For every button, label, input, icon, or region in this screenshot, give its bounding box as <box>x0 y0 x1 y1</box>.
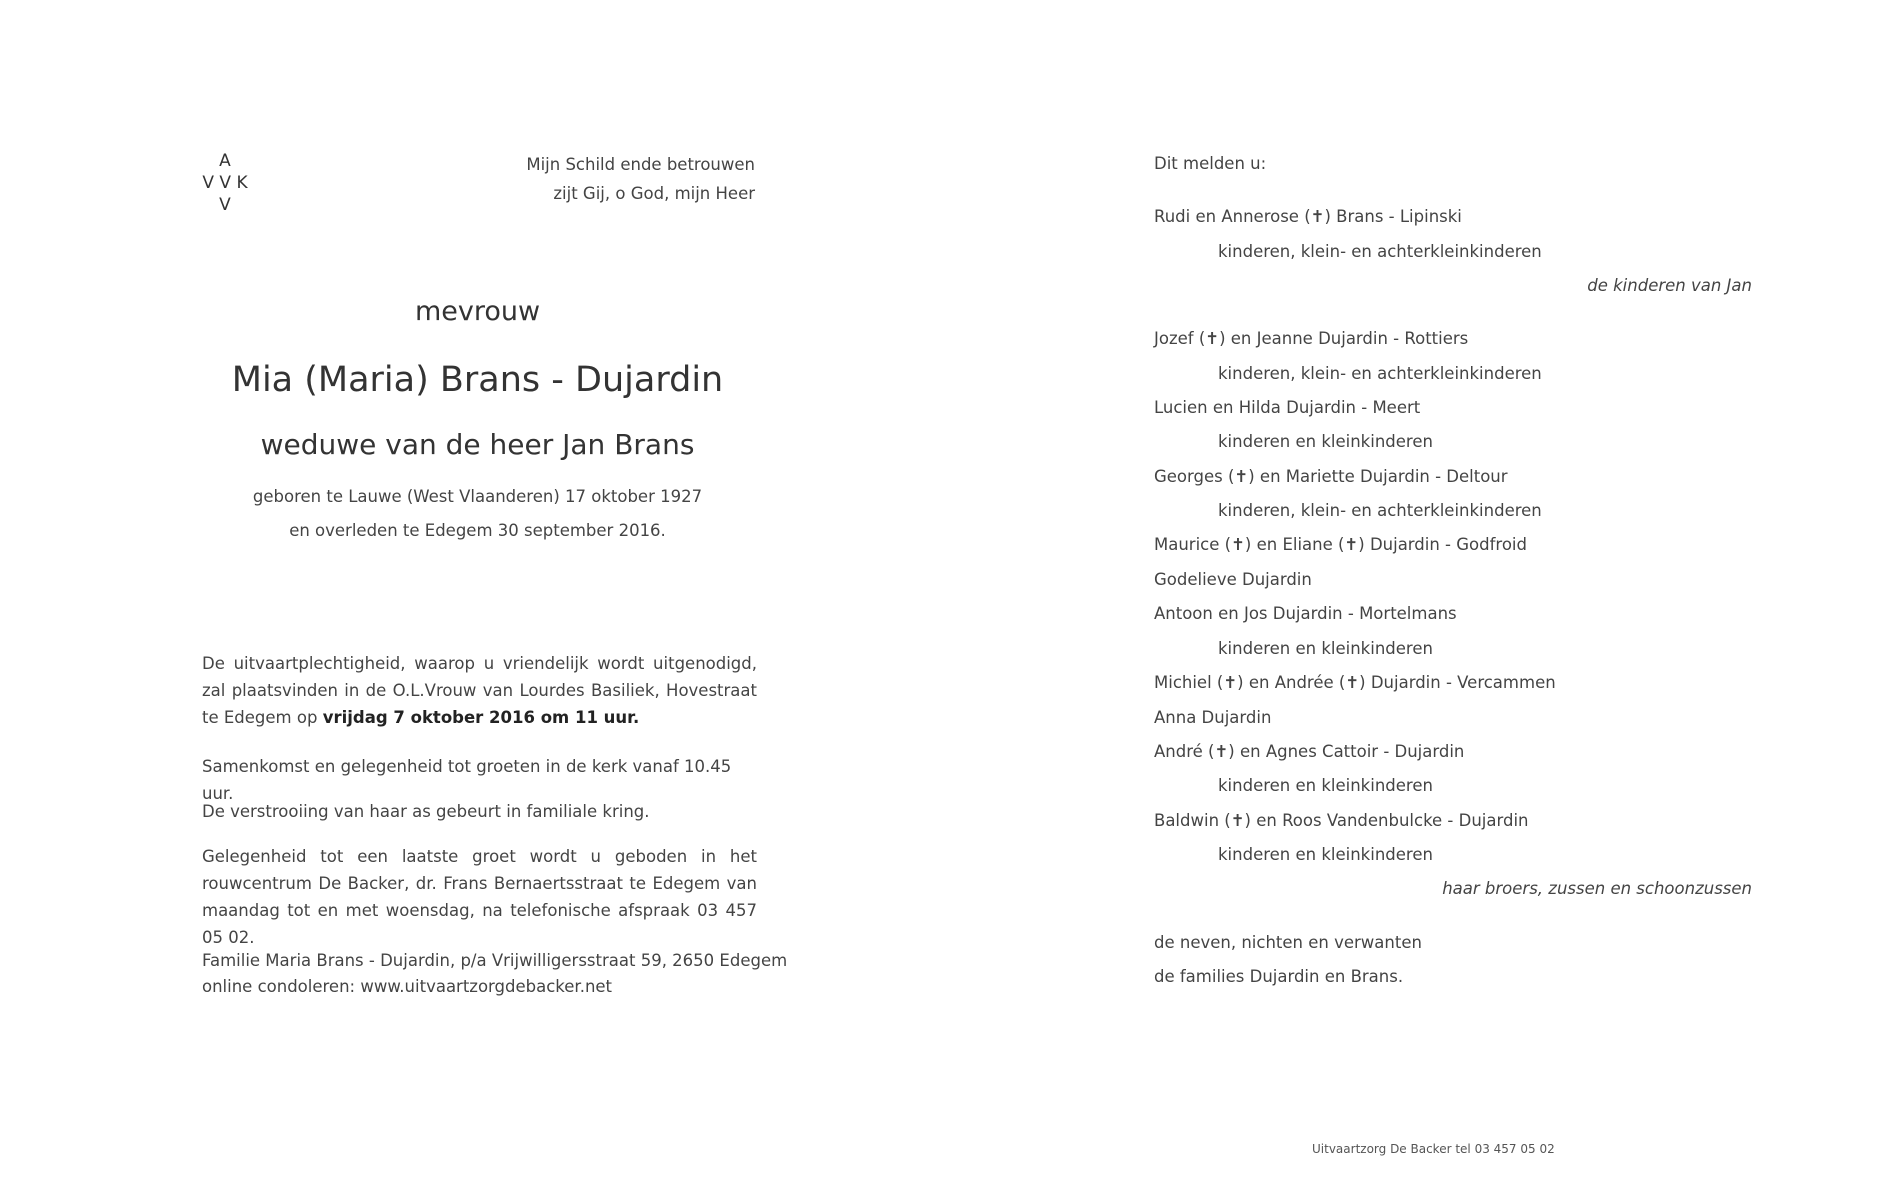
widow-of: weduwe van de heer Jan Brans <box>260 428 695 461</box>
family-line: Rudi en Annerose (✝) Brans - Lipinski <box>1154 207 1462 226</box>
intro-line: Dit melden u: <box>1154 154 1267 173</box>
ceremony-paragraph <box>202 650 757 731</box>
monogram-top: A <box>219 151 231 171</box>
family-block <box>202 948 787 1000</box>
family-line: Anna Dujardin <box>1154 708 1272 727</box>
family-line: Baldwin (✝) en Roos Vandenbulcke - Dujardin <box>1154 811 1529 830</box>
family-line: Maurice (✝) en Eliane (✝) Dujardin - Godfroid <box>1154 535 1527 554</box>
family-address: Familie Maria Brans - Dujardin, p/a Vrijwilligersstraat 59, 2650 Edegem <box>202 951 788 970</box>
footer-contact: Uitvaartzorg De Backer tel 03 457 05 02 <box>1312 1142 1555 1156</box>
family-line: Antoon en Jos Dujardin - Mortelmans <box>1154 604 1457 623</box>
family-line: André (✝) en Agnes Cattoir - Dujardin <box>1154 742 1465 761</box>
family-line: Jozef (✝) en Jeanne Dujardin - Rottiers <box>1154 329 1469 348</box>
family-line: Lucien en Hilda Dujardin - Meert <box>1154 398 1421 417</box>
group-label-siblings: haar broers, zussen en schoonzussen <box>1442 879 1752 898</box>
family-subline: kinderen en kleinkinderen <box>1218 432 1433 451</box>
family-subline: kinderen en kleinkinderen <box>1218 639 1433 658</box>
salutation: mevrouw <box>414 296 541 327</box>
ceremony-date: vrijdag 7 oktober 2016 om 11 uur. <box>322 708 640 727</box>
family-subline: kinderen, klein- en achterkleinkinderen <box>1218 242 1542 261</box>
cousins-line: de neven, nichten en verwanten <box>1154 933 1422 952</box>
gathering-line: Samenkomst en gelegenheid tot groeten in de kerk vanaf 10.45 uur. <box>202 757 732 803</box>
group-label-children: de kinderen van Jan <box>1587 276 1752 295</box>
ceremony-text: De uitvaartplechtigheid, waarop u vriendelijk wordt uitgenodigd, zal plaatsvinden in de O.L.Vrouw van Lourdes Basiliek, Hovestraat te Edegem op <box>202 654 757 727</box>
family-subline: kinderen, klein- en achterkleinkinderen <box>1218 501 1542 520</box>
monogram-bottom: V <box>219 195 231 215</box>
farewell-paragraph: Gelegenheid tot een laatste groet wordt u geboden in het rouwcentrum De Backer, dr. Frans Bernaertsstraat te Edegem van maandag tot en met woensdag, na telefonische afspraak 03 457 05 02. <box>202 847 757 947</box>
verse-line-2: zijt Gij, o God, mijn Heer <box>553 184 755 203</box>
scattering-line: De verstrooiing van haar as gebeurt in familiale kring. <box>202 802 650 821</box>
families-line: de families Dujardin en Brans. <box>1154 967 1404 986</box>
monogram <box>198 150 252 216</box>
family-subline: kinderen en kleinkinderen <box>1218 776 1433 795</box>
family-subline: kinderen en kleinkinderen <box>1218 845 1433 864</box>
family-line: Georges (✝) en Mariette Dujardin - Deltour <box>1154 467 1508 486</box>
birth-line: geboren te Lauwe (West Vlaanderen) 17 oktober 1927 <box>252 487 703 506</box>
family-line: Godelieve Dujardin <box>1154 570 1312 589</box>
deceased-name: Mia (Maria) Brans - Dujardin <box>231 360 724 400</box>
family-line: Michiel (✝) en Andrée (✝) Dujardin - Vercammen <box>1154 673 1556 692</box>
monogram-middle: V V K <box>202 173 248 193</box>
family-subline: kinderen, klein- en achterkleinkinderen <box>1218 364 1542 383</box>
verse-line-1: Mijn Schild ende betrouwen <box>526 155 755 174</box>
death-line: en overleden te Edegem 30 september 2016. <box>289 521 666 540</box>
condolences-link[interactable]: online condoleren: www.uitvaartzorgdebacker.net <box>202 977 613 996</box>
